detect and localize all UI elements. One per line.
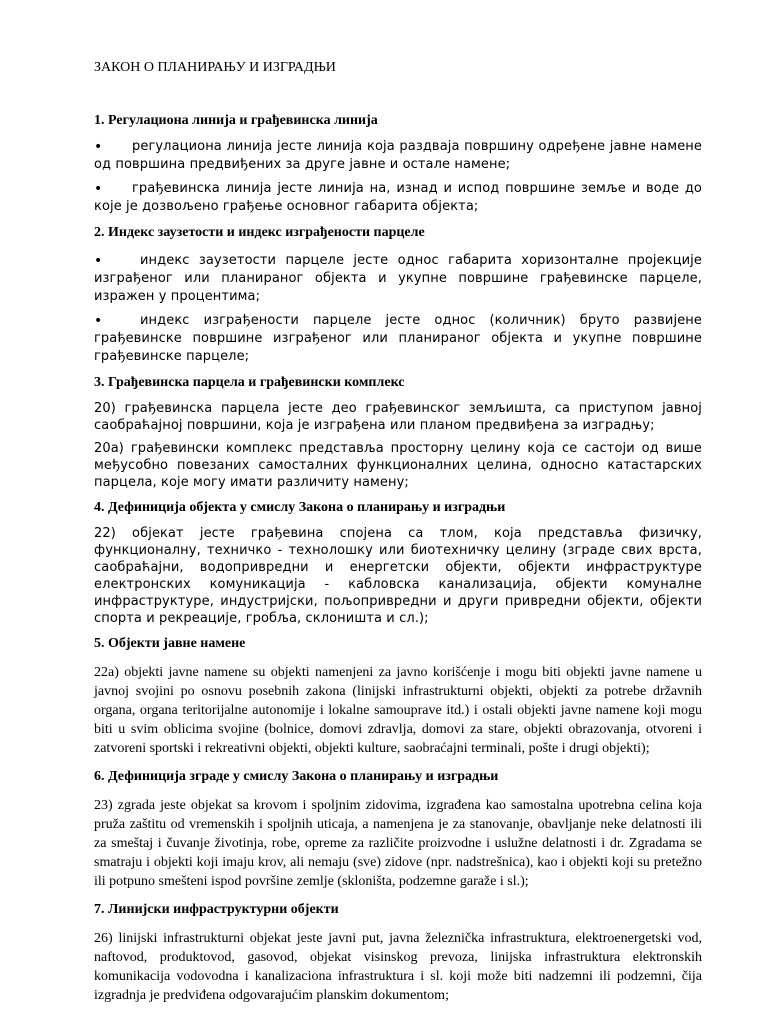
paragraph: 20) грађевинска парцела јесте део грађевинског земљишта, са приступом јавној саобраћајној површини, која је изграђена или планом предвиђена за изградњу; <box>94 401 702 433</box>
bullet-icon: • <box>94 181 103 197</box>
section-heading-4: 4. Дефиниција објекта у смислу Закона о планирању и изградњи <box>94 500 506 515</box>
paragraph: 26) linijski infrastrukturni objekat jeste javni put, javna železnička infrastruktura, elektroenergetski vod, naftovod, produktovod, gasovod, objekat visinskog prevoza, linijska infrastruktura elektronskih komunikacija vodovodna i kanalizaciona infrastruktura i sl. koji može biti nadzemni ili podzemni, čija izgradnja je predviđena odgovarajućim planskim dokumentom; <box>94 931 702 1003</box>
section-heading-5: 5. Објекти јавне намене <box>94 636 246 651</box>
paragraph: 22) објекат јесте грађевина спојена са тлом, која представља физичку, функционалну, техничко - технолошку или биотехничку целину (зграде свих врста, саобраћајни, водопривредни и енергетски објекти, објекти инфраструктуре електронских комуникација - кабловска канализација, објекти комуналне инфраструктуре, индустријски, пољопривредни и други привредни објекти, објекти спорта и рекреације, гробља, склоништа и сл.); <box>94 526 702 626</box>
bullet-text: индекс изграђености парцеле јесте однос (количник) бруто развијене грађевинске површине изграђеног или планираног објекта и укупне површине грађевинске парцеле; <box>94 313 702 364</box>
section-heading-7: 7. Линијски инфраструктурни објекти <box>94 902 339 917</box>
bullet-icon: • <box>94 253 103 269</box>
bullet-text: грађевинска линија јесте линија на, изнад и испод површине земље и воде до које је дозвољено грађење основног габарита објекта; <box>94 181 702 214</box>
section-heading-1: 1. Регулациона линија и грађевинска линија <box>94 113 378 128</box>
paragraph: 20а) грађевински комплекс представља просторну целину која се састоји од више међусобно повезаних самосталних функционалних целина, односно катастарских парцела, које могу имати различиту намену; <box>94 441 702 490</box>
bullet-item <box>94 252 702 306</box>
document-title: ЗАКОН О ПЛАНИРАЊУ И ИЗГРАДЊИ <box>94 60 336 75</box>
section-heading-6: 6. Дефиниција зграде у смислу Закона о планирању и изградњи <box>94 769 499 784</box>
bullet-text: индекс заузетости парцеле јесте однос габарита хоризонталне пројекције изграђеног или планираног објекта и укупне површине грађевинске парцеле, изражен у процентима; <box>94 253 702 304</box>
bullet-item <box>94 312 702 366</box>
bullet-text: регулациона линија јесте линија која раздваја површину одређене јавне намене од површина предвиђених за друге јавне и остале намене; <box>94 139 702 172</box>
bullet-item <box>94 138 702 174</box>
section-heading-3: 3. Грађевинска парцела и грађевински комплекс <box>94 375 405 390</box>
paragraph: 22a) objekti javne namene su objekti namenjeni za javno korišćenje i mogu biti objekti javne namene u javnoj svojini po osnovu posebnih zakona (linijski infrastrukturni objekti, objekti za potrebe državnih organa, organa teritorijalne autonomije i lokalne samouprave itd.) i ostali objekti javne namene koji mogu biti u svim oblicima svojine (bolnice, domovi zdravlja, domovi za stare, objekti obrazovanja, otvoreni i zatvoreni sportski i rekreativni objekti, objekti kulture, saobraćajni terminali, pošte i drugi objekti); <box>94 665 702 756</box>
paragraph: 23) zgrada jeste objekat sa krovom i spoljnim zidovima, izgrađena kao samostalna upotrebna celina koja pruža zaštitu od vremenskih i spoljnih uticaja, a namenjena je za stanovanje, obavljanje neke delatnosti ili za smeštaj i čuvanje životinja, robe, opreme za različite proizvodne i uslužne delatnosti i dr. Zgradama se smatraju i objekti koji imaju krov, ali nemaju (sve) zidove (npr. nadstrešnica), kao i objekti koji su pretežno ili potpuno smešteni ispod površine zemlje (skloništa, podzemne garaže i sl.); <box>94 798 702 889</box>
section-heading-2: 2. Индекс заузетости и индекс изграђености парцеле <box>94 225 425 240</box>
bullet-item <box>94 180 702 216</box>
bullet-icon: • <box>94 313 103 329</box>
bullet-icon: • <box>94 139 103 155</box>
